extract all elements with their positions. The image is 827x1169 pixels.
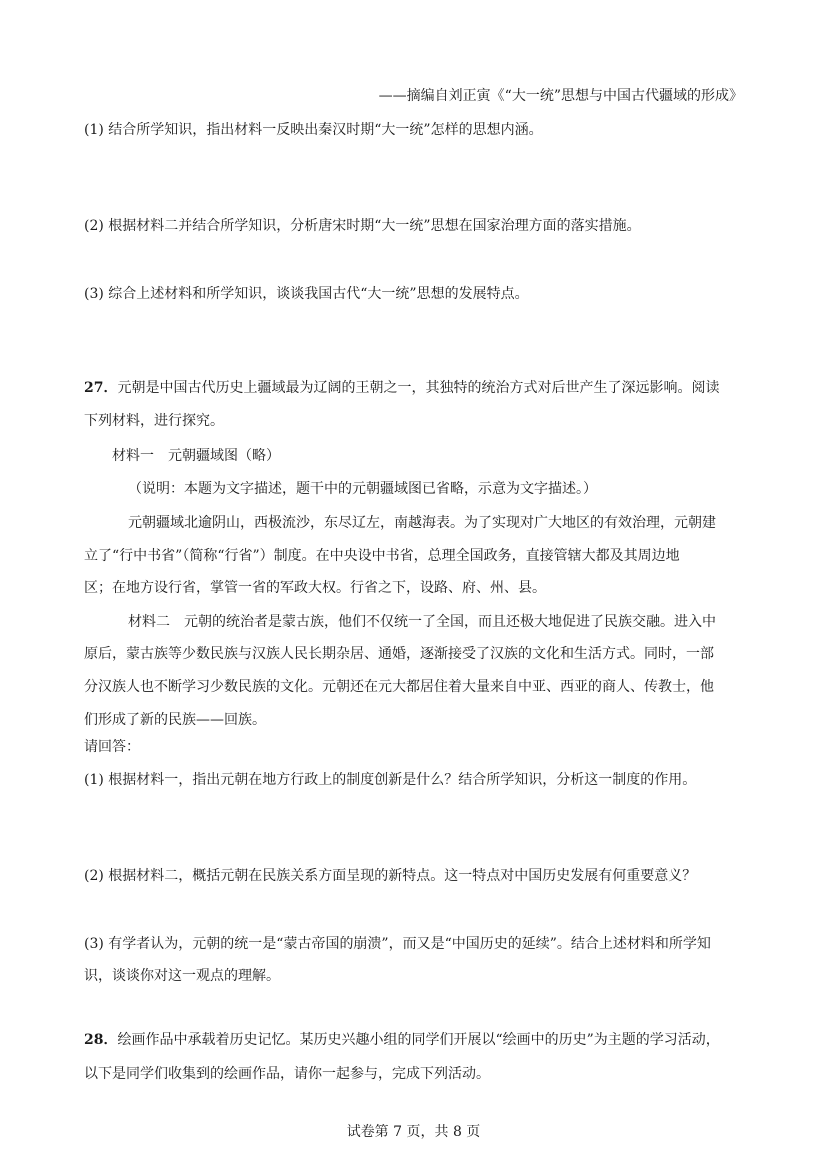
q27-stem-line1 xyxy=(84,378,719,398)
q28-stem-line2: 以下是同学们收集到的绘画作品，请你一起参与，完成下列活动。 xyxy=(84,1066,490,1082)
q28-stem-text: 绘画作品中承载着历史记忆。某历史兴趣小组的同学们开展以“绘画中的历史”为主题的学习活动， xyxy=(117,1032,720,1048)
q27-material1-line1: 元朝疆域北逾阴山，西极流沙，东尽辽左，南越海表。为了实现对广大地区的有效治理，元朝建 xyxy=(128,515,716,531)
q27-material1-line3: 区；在地方设行省，掌管一省的军政大权。行省之下，设路、府、州、县。 xyxy=(84,580,546,596)
q27-material1-title: 材料一 元朝疆域图（略） xyxy=(112,448,280,464)
q27-material2-line4: 们形成了新的民族——回族。 xyxy=(84,712,266,728)
q27-sub1: (1) 根据材料一，指出元朝在地方行政上的制度创新是什么？结合所学知识，分析这一制度的作用。 xyxy=(84,772,697,788)
q27-prompt: 请回答： xyxy=(84,739,140,755)
q27-sub2: (2) 根据材料二，概括元朝在民族关系方面呈现的新特点。这一特点对中国历史发展有何重要意义？ xyxy=(84,868,697,884)
q27-material2-line2: 原后，蒙古族等少数民族与汉族人民长期杂居、通婚，逐渐接受了汉族的文化和生活方式。同时，一部 xyxy=(84,646,714,662)
q28-stem-line1 xyxy=(84,1030,720,1050)
q27-number: 27． xyxy=(84,380,118,396)
q27-material2-line1: 材料二 元朝的统治者是蒙古族，他们不仅统一了全国，而且还极大地促进了民族交融。进入中 xyxy=(128,614,716,630)
q27-stem-text: 元朝是中国古代历史上疆域最为辽阔的王朝之一，其独特的统治方式对后世产生了深远影响。阅读 xyxy=(117,380,720,396)
source-citation: ——摘编自刘正寅《“大一统”思想与中国古代疆域的形成》 xyxy=(378,88,743,104)
q26-sub3: (3) 综合上述材料和所学知识，谈谈我国古代“大一统”思想的发展特点。 xyxy=(84,286,529,302)
q27-sub3-line1: (3) 有学者认为，元朝的统一是“蒙古帝国的崩溃”，而又是“中国历史的延续”。结合上述材料和所学知 xyxy=(84,936,711,952)
q26-sub1: (1) 结合所学知识，指出材料一反映出秦汉时期“大一统”怎样的思想内涵。 xyxy=(84,122,543,138)
q27-sub3-line2: 识，谈谈你对这一观点的理解。 xyxy=(84,968,280,984)
q27-material1-line2: 立了“行中书省”（简称“行省”）制度。在中央设中书省，总理全国政务，直接管辖大都及其周边地 xyxy=(84,548,680,564)
q27-stem-line2: 下列材料，进行探究。 xyxy=(84,413,224,429)
q27-material1-note: （说明：本题为文字描述，题干中的元朝疆域图已省略，示意为文字描述。） xyxy=(128,481,597,497)
q27-material2-line3: 分汉族人也不断学习少数民族的文化。元朝还在元大都居住着大量来自中亚、西亚的商人、传教士，他 xyxy=(84,679,714,695)
page-footer: 试卷第 7 页，共 8 页 xyxy=(346,1124,481,1140)
q28-number: 28． xyxy=(84,1032,118,1048)
q26-sub2: (2) 根据材料二并结合所学知识，分析唐宋时期“大一统”思想在国家治理方面的落实措施。 xyxy=(84,218,641,234)
